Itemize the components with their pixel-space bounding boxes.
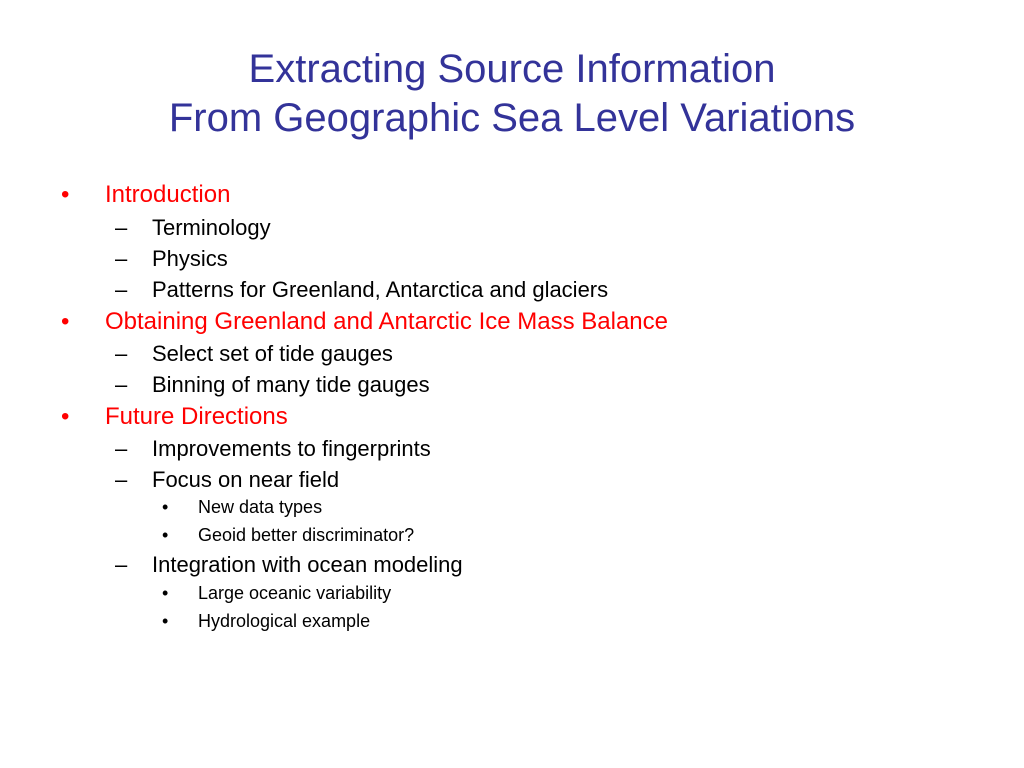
- list-item: [115, 277, 609, 303]
- list-item-text: Patterns for Greenland, Antarctica and glaciers: [152, 277, 609, 302]
- list-item-text: Hydrological example: [198, 611, 371, 631]
- list-item-text: Improvements to fingerprints: [152, 436, 431, 461]
- list-item-text: Binning of many tide gauges: [152, 372, 430, 397]
- list-item: [61, 308, 668, 336]
- list-item-text: Physics: [152, 246, 228, 271]
- dash-marker: –: [115, 372, 128, 397]
- dash-marker: –: [115, 341, 128, 366]
- bullet-marker: •: [162, 583, 169, 603]
- slide-title: [0, 45, 1024, 143]
- list-item-text: Introduction: [105, 181, 231, 208]
- list-item-text: Future Directions: [105, 403, 288, 430]
- list-item-text: Terminology: [152, 215, 271, 240]
- list-item-text: Obtaining Greenland and Antarctic Ice Mass Balance: [105, 308, 668, 335]
- bullet-marker: •: [162, 525, 169, 545]
- list-item: [115, 341, 393, 367]
- list-item-text: New data types: [198, 497, 323, 517]
- dash-marker: –: [115, 246, 128, 271]
- dash-marker: –: [115, 215, 128, 240]
- list-item: [115, 372, 430, 398]
- dash-marker: –: [115, 277, 128, 302]
- list-item: [162, 611, 371, 632]
- list-item: [162, 583, 392, 604]
- list-item-text: Large oceanic variability: [198, 583, 392, 603]
- list-item: [115, 246, 228, 272]
- dash-marker: –: [115, 552, 128, 577]
- bullet-marker: •: [61, 181, 70, 208]
- list-item: [115, 215, 271, 241]
- bullet-marker: •: [162, 497, 169, 517]
- list-item-text: Geoid better discriminator?: [198, 525, 415, 545]
- list-item: [115, 467, 340, 493]
- list-item: [61, 181, 231, 209]
- list-item: [162, 497, 323, 518]
- list-item-text: Focus on near field: [152, 467, 340, 492]
- list-item: [115, 552, 463, 578]
- list-item: [162, 525, 415, 546]
- list-item-text: Integration with ocean modeling: [152, 552, 463, 577]
- dash-marker: –: [115, 467, 128, 492]
- list-item: [61, 403, 288, 431]
- bullet-marker: •: [61, 308, 70, 335]
- list-item-text: Select set of tide gauges: [152, 341, 393, 366]
- title-line-2: From Geographic Sea Level Variations: [168, 96, 856, 140]
- bullet-marker: •: [162, 611, 169, 631]
- title-line-1: Extracting Source Information: [248, 47, 776, 91]
- list-item: [115, 436, 431, 462]
- bullet-marker: •: [61, 403, 70, 430]
- dash-marker: –: [115, 436, 128, 461]
